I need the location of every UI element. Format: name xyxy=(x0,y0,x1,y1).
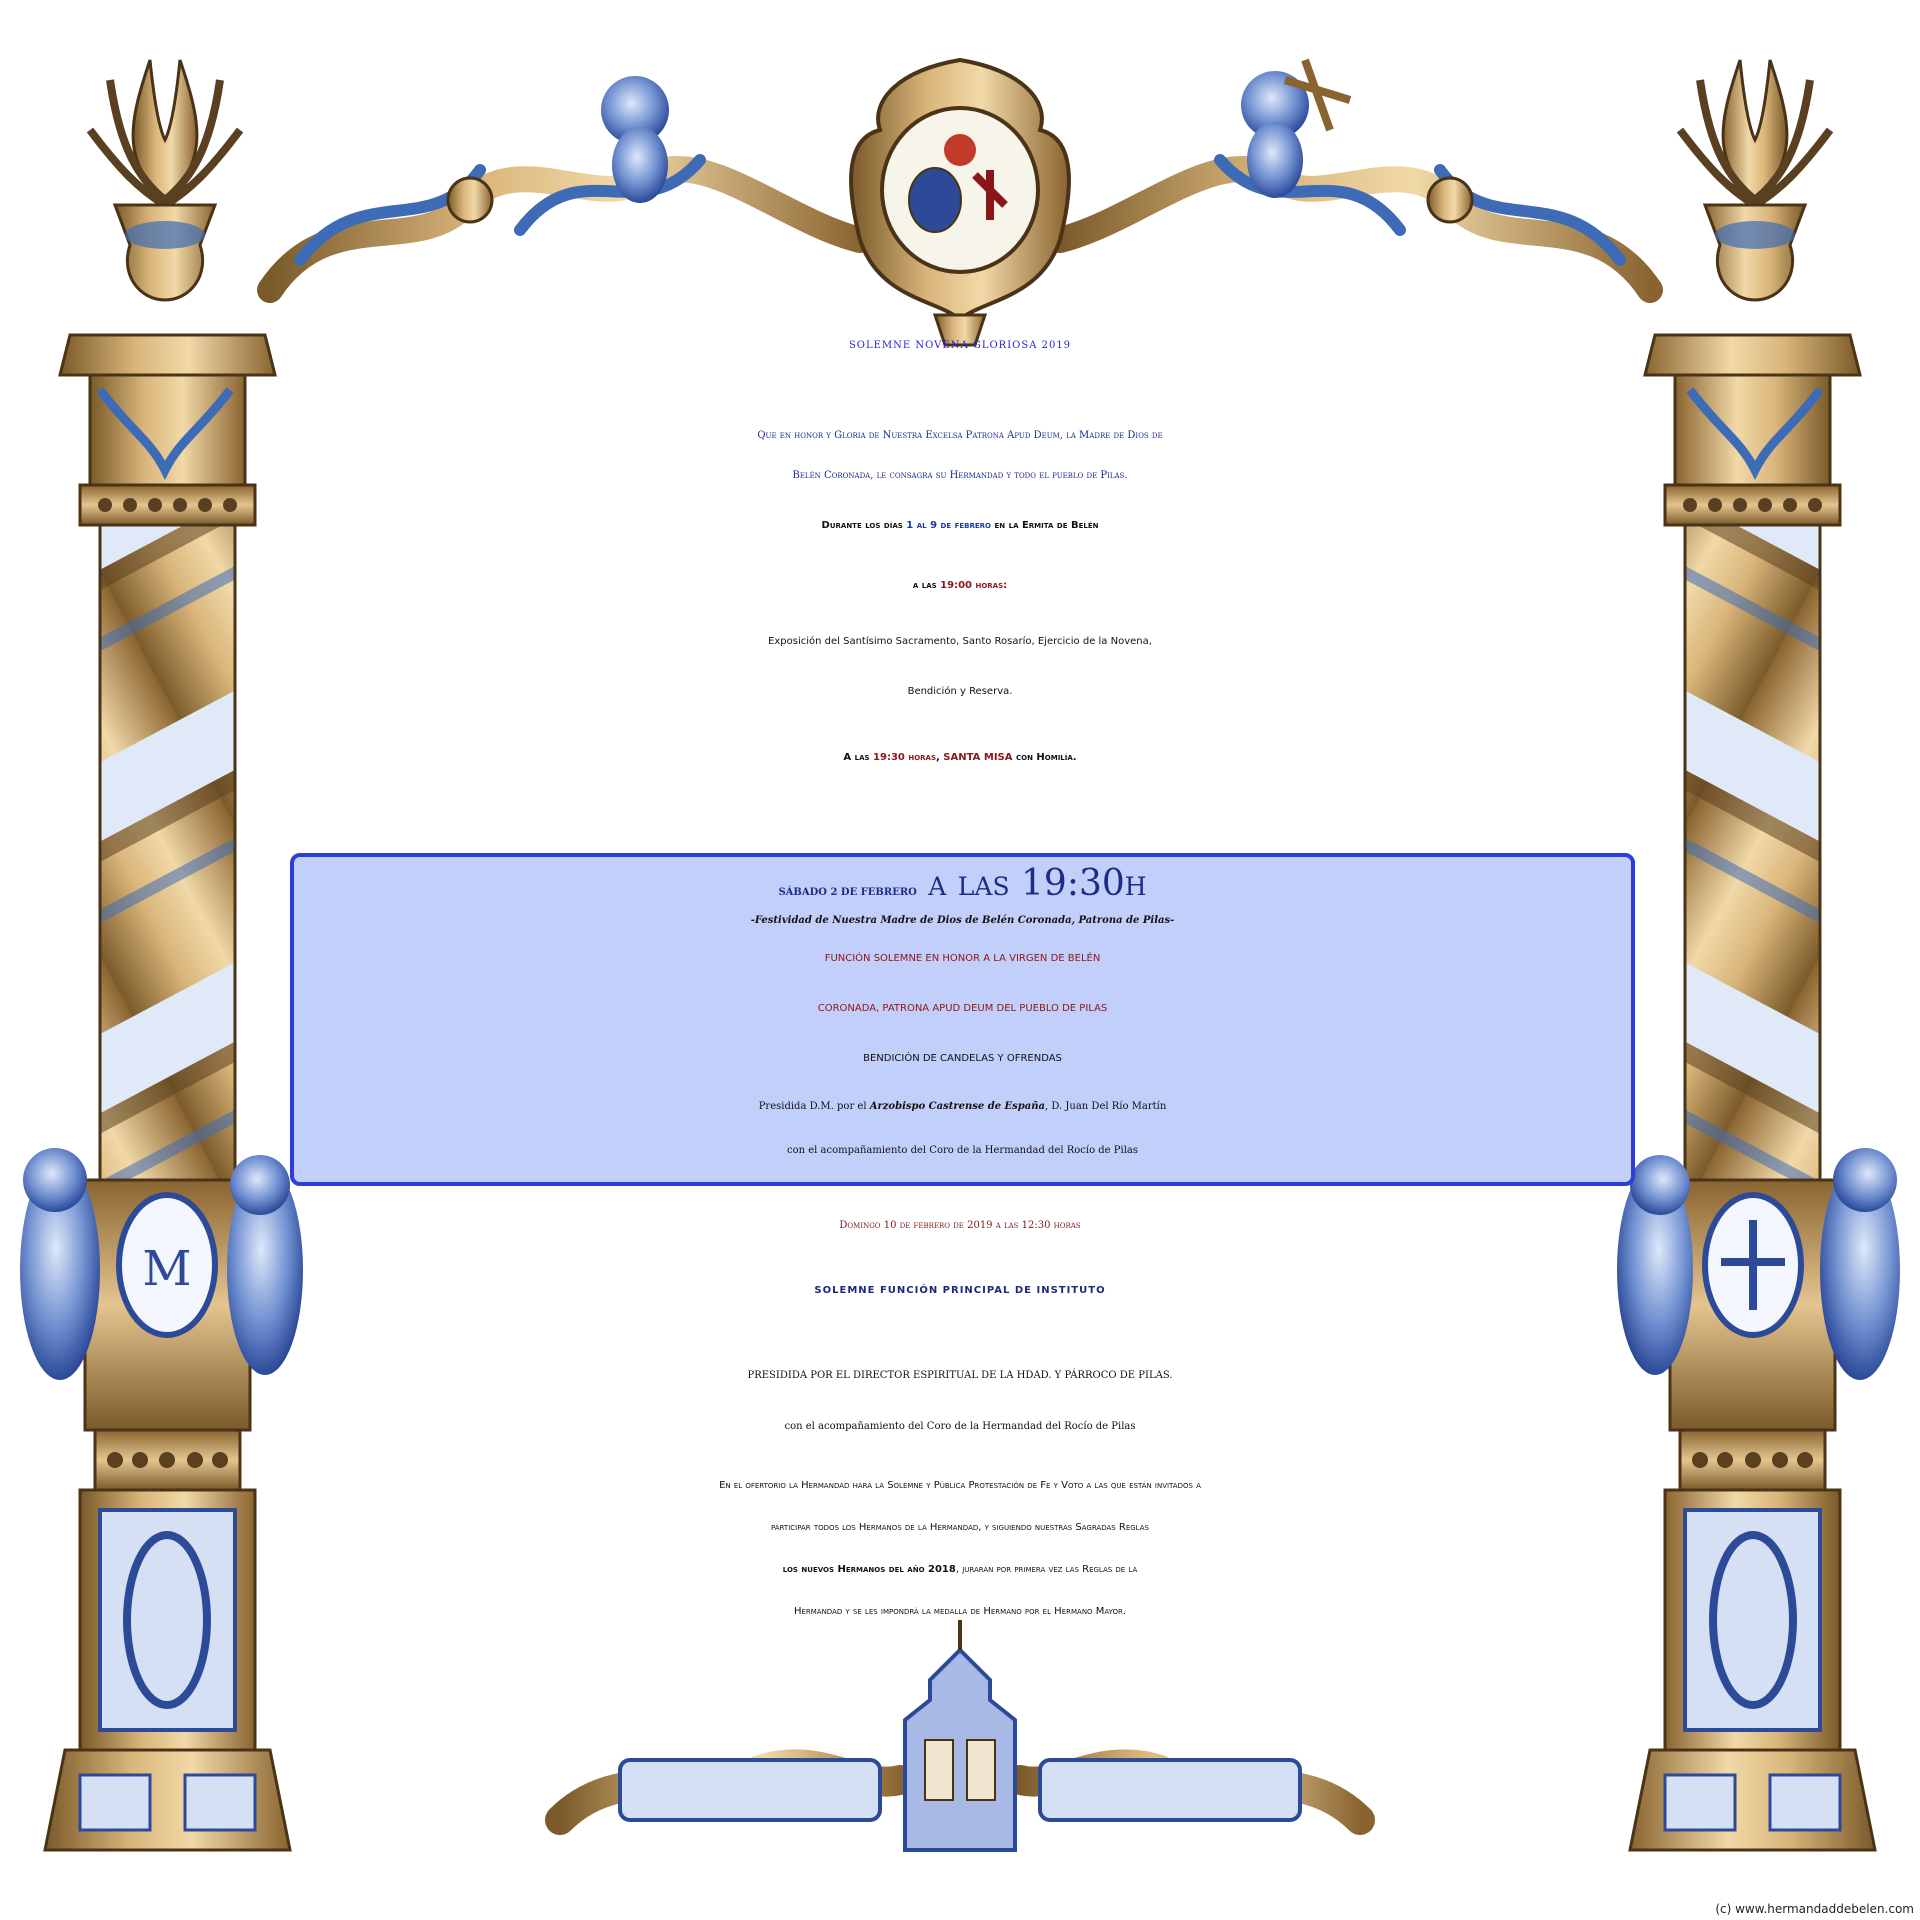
page-title: SOLEMNE NOVENA GLORIOSA 2019 xyxy=(848,340,1072,351)
mass-suffix: con Homilía. xyxy=(1012,752,1077,763)
days-suffix: en la Ermita de Belén xyxy=(991,520,1099,531)
svg-text:M: M xyxy=(142,1241,192,1297)
presided-prefix: Presidida D.M. por el xyxy=(758,1101,870,1112)
offertory-line-2: participar todos los Hermanos de la Hermandad, y siguiendo nuestras Sagradas Reglas xyxy=(771,1522,1149,1533)
offertory-line-1: En el ofertorio la Hermandad hará la Solemne y Pública Protestación de Fe y Voto a las que están invitados a xyxy=(719,1480,1201,1491)
dedication-line-2: Belén Coronada, le consagra su Hermandad y todo el pueblo de Pilas. xyxy=(792,470,1128,481)
mass-time: 19:30 xyxy=(873,752,905,763)
saturday-time: a las 19:30h xyxy=(916,863,1147,904)
exposition-line-1: Exposición del Santísimo Sacramento, Santo Rosarío, Ejercicio de la Novena, xyxy=(768,636,1152,647)
mass-comma: , xyxy=(936,752,944,763)
main-function-title: SOLEMNE FUNCIÓN PRINCIPAL DE INSTITUTO xyxy=(814,1285,1106,1296)
days-prefix: Durante los días xyxy=(821,520,907,531)
dedication-line-1: Que en honor y Gloria de Nuestra Excelsa Patrona Apud Deum, la Madre de Dios de xyxy=(757,430,1163,441)
sunday-choir: con el acompañamiento del Coro de la Hermandad del Rocío de Pilas xyxy=(784,1421,1136,1432)
mass-hours: horas xyxy=(904,752,937,763)
mass-prefix: A las xyxy=(843,752,874,763)
saturday-choir: con el acompañamiento del Coro de la Hermandad del Rocío de Pilas xyxy=(786,1145,1138,1156)
saturday-date: SÁBADO 2 DE FEBRERO xyxy=(778,887,917,898)
sunday-date: Domingo 10 de febrero de 2019 a las 12:30 horas xyxy=(839,1220,1081,1231)
offertory-line-4: Hermandad y se les impondrá la medalla de Hermano por el Hermano Mayor. xyxy=(793,1606,1127,1617)
copyright-notice: (c) www.hermandaddebelen.com xyxy=(1715,1902,1914,1916)
function-line-2: CORONADA, PATRONA APUD DEUM DEL PUEBLO DE PILAS xyxy=(817,1003,1108,1014)
function-line-1: FUNCIÓN SOLEMNE EN HONOR A LA VIRGEN DE BELÉN xyxy=(824,953,1101,964)
mass-name: SANTA MISA xyxy=(943,752,1013,763)
presided-by: Arzobispo Castrense de España xyxy=(869,1101,1046,1112)
offertory-line-3 xyxy=(280,1564,1640,1575)
right-column xyxy=(1617,60,1900,1850)
exposition-line-2: Bendición y Reserva. xyxy=(907,686,1013,697)
presided-suffix: , D. Juan Del Río Martín xyxy=(1045,1101,1167,1112)
hours-suffix: horas: xyxy=(972,580,1008,591)
sunday-section xyxy=(280,0,1640,1920)
offertory-new-members: los nuevos Hermanos del año 2018 xyxy=(782,1564,956,1575)
days-dates: 1 al 9 de febrero xyxy=(906,520,991,531)
blessing-line: BENDICIÓN DE CANDELAS Y OFRENDAS xyxy=(863,1053,1062,1064)
festivity-line: -Festividad de Nuestra Madre de Dios de Belén Coronada, Patrona de Pilas- xyxy=(750,915,1175,926)
hours-time: 19:00 xyxy=(940,580,972,591)
sunday-presided: PRESIDIDA POR EL DIRECTOR ESPIRITUAL DE LA HDAD. Y PÁRROCO DE PILAS. xyxy=(747,1370,1173,1381)
offertory-line-3-rest: , jurarán por primera vez las Reglas de la xyxy=(955,1564,1138,1575)
left-column xyxy=(20,60,303,1850)
hours-prefix: a las xyxy=(912,580,941,591)
